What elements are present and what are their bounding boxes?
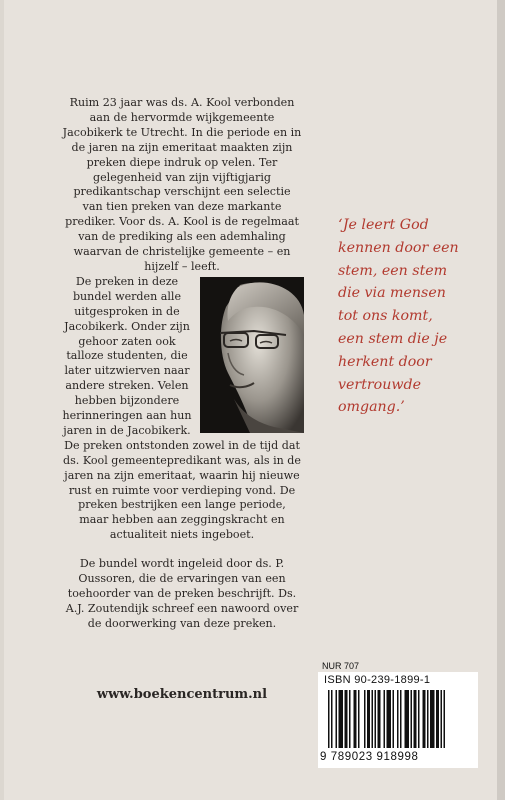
barcode-bar	[393, 690, 395, 748]
author-portrait-photo	[200, 277, 304, 433]
barcode-bar	[354, 690, 357, 748]
blurb-paragraph-1: Ruim 23 jaar was ds. A. Kool verbonden aan de hervormde wijkgemeente Jacobikerk te Utrecht. In die periode en in de jaren na zijn emeritaat maakten zijn preken diepe indruk op velen. Ter gelegenheid van zijn vijftigjarig predikantschap verschijnt een selectie van tien preken van deze markante prediker. Voor ds. A. Kool is de regelmaat van de prediking als een ademhaling waarvan de christelijke gemeente – en hijzelf – leeft.	[62, 96, 302, 273]
barcode-bar	[423, 690, 426, 748]
barcode-bar	[400, 690, 402, 748]
quote-line: een stem die je	[338, 330, 448, 347]
barcode-bar	[397, 690, 399, 748]
barcode-bar	[372, 690, 374, 748]
publisher-website: www.boekencentrum.nl	[96, 687, 268, 702]
quote-line: kennen door een	[338, 239, 459, 256]
barcode-bar	[436, 690, 439, 748]
quote-line: vertrouwde	[338, 376, 421, 393]
barcode-bar	[405, 690, 410, 748]
barcode-icon	[328, 690, 468, 754]
barcode-bar	[328, 690, 330, 748]
barcode-panel	[318, 672, 478, 768]
blurb-paragraph-2-wrap	[62, 275, 302, 543]
quote-line: stem, een stem	[338, 262, 448, 279]
barcode-bar	[418, 690, 420, 748]
barcode-bar	[336, 690, 338, 748]
blurb-paragraph-2: De preken in deze bundel werden alle uitgesproken in de Jacobikerk. Onder zijn gehoor zaten ook talloze studenten, die later uitzwierven naar andere streken. Velen hebben bijzondere herinneringen aan hun jaren in de Jacobikerk. De preken ontstonden zowel in de tijd dat ds. Kool gemeentepredikant was, als in de jaren na zijn emeritaat, waarin hij nieuwe rust en ruimte voor verdieping vond. De preken bestrijken een lange periode, maar hebben aan zeggingskracht en actualiteit niets ingeboet.	[62, 274, 301, 542]
quote-line: omgang.’	[338, 399, 405, 416]
barcode-bar	[367, 690, 370, 748]
barcode-bar	[430, 690, 435, 748]
blurb-text	[62, 96, 302, 632]
barcode-bar	[339, 690, 344, 748]
pull-quote	[338, 214, 478, 419]
barcode-bar	[345, 690, 348, 748]
nur-code: NUR 707	[322, 661, 360, 671]
barcode-bar	[444, 690, 446, 748]
barcode-bar	[384, 690, 386, 748]
barcode-bar	[414, 690, 417, 748]
barcode-bar	[427, 690, 429, 748]
spine-edge	[0, 0, 4, 800]
isbn-number: ISBN 90-239-1899-1	[324, 674, 431, 686]
barcode-bar	[441, 690, 443, 748]
ean-number: 9 789023 918998	[320, 751, 419, 763]
barcode-bar	[331, 690, 333, 748]
quote-line: ‘Je leert God	[338, 217, 429, 233]
barcode-bar	[411, 690, 413, 748]
barcode-bar	[375, 690, 377, 748]
quote-line: tot ons komt,	[338, 308, 433, 325]
barcode-bar	[378, 690, 381, 748]
quote-line: die via mensen	[338, 285, 446, 302]
barcode-bar	[387, 690, 392, 748]
barcode-bar	[364, 690, 366, 748]
quote-line: herkent door	[338, 353, 432, 370]
blurb-paragraph-3: De bundel wordt ingeleid door ds. P. Oussoren, die de ervaringen van een toehoorder van de preken beschrijft. Ds. A.J. Zoutendijk schreef een nawoord over de doorwerking van deze preken.	[65, 557, 299, 630]
barcode-bar	[349, 690, 351, 748]
barcode-bar	[358, 690, 360, 748]
portrait-photo-image	[200, 277, 304, 433]
